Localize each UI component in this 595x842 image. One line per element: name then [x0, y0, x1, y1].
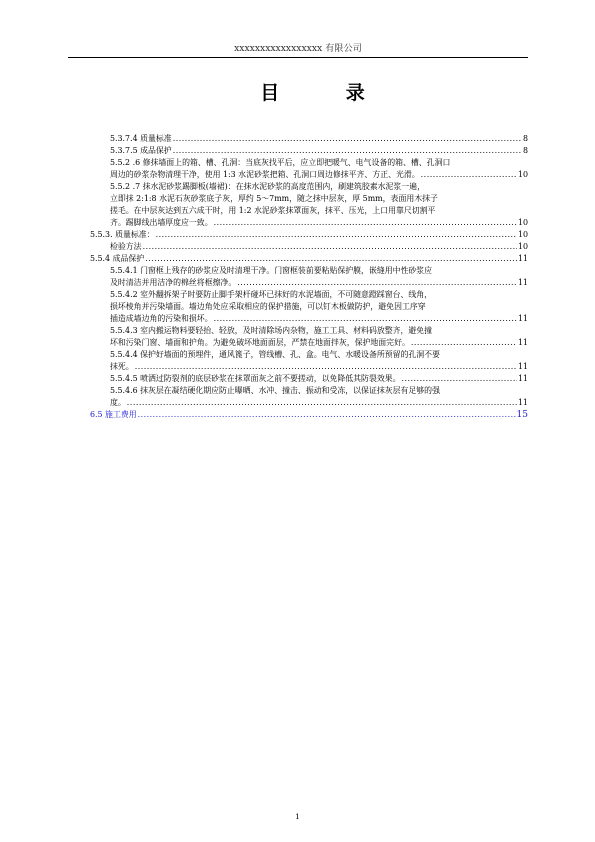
toc-entry[interactable] — [90, 241, 528, 253]
toc-entry-title: 坏和污染门窗、墙面和护角。为避免破坏地面面层，严禁在地面拌灰，保护地面完好。 — [110, 338, 410, 347]
toc-page-number: 10 — [517, 170, 528, 179]
toc-page-number: 8 — [522, 146, 528, 155]
toc-leader-dots — [135, 361, 517, 373]
toc-page-number: 10 — [517, 230, 528, 239]
toc-entry[interactable] — [90, 229, 528, 241]
toc-entry[interactable] — [90, 349, 528, 373]
toc-leader-dots — [173, 133, 522, 145]
toc-entry-title: 5.3.7.5 成品保护 — [110, 146, 172, 155]
toc-entry-line: 5.5.4.1 门窗框上残存的砂浆应及时清理干净。门窗框装前要粘贴保护膜，嵌缝用中性砂浆应 — [110, 266, 433, 275]
toc-entry[interactable] — [90, 133, 528, 145]
toc-page-number: 10 — [517, 218, 528, 227]
toc-entry[interactable] — [90, 181, 528, 229]
toc-entry[interactable] — [90, 253, 528, 265]
toc-leader-dots — [127, 397, 517, 409]
toc-entry[interactable] — [90, 265, 528, 289]
toc-leader-dots — [402, 373, 517, 385]
toc-page-number: 11 — [517, 362, 528, 371]
toc-entry-line: 5.5.2 .6 修抹墙面上的箱、槽、孔洞：当底灰找平后，应立即把暖气、电气设备的箱、槽、孔洞口 — [110, 158, 451, 167]
toc-entry-title: 周边的砂浆杂物清理干净，使用 1:3 水泥砂浆把箱、孔洞口周边修抹平齐、方正、光滑。 — [110, 170, 420, 179]
toc-entry-line: 5.5.4.4 保护好墙面的预埋件，通风篦子，管线槽、孔、盒。电气、水暖设备所预留的孔洞不要 — [110, 350, 440, 359]
toc-entry[interactable] — [90, 289, 528, 325]
toc-leader-dots — [411, 337, 517, 349]
toc-entry-title: 5.5.3. 质量标准： — [90, 230, 155, 239]
toc-entry[interactable] — [90, 157, 528, 181]
toc-page-number: 15 — [516, 410, 528, 420]
toc-leader-dots — [156, 229, 517, 241]
toc-entry[interactable] — [90, 409, 528, 421]
toc-entry-title: 齐。踢脚线出墙厚度应一致。 — [110, 218, 213, 227]
page-header: xxxxxxxxxxxxxxxxx 有限公司 — [234, 43, 362, 54]
toc-entry-title: 度。 — [110, 398, 126, 407]
toc-entry-line: 立即抹 2:1:8 水泥石灰砂浆底子灰，厚约 5～7mm，随之抹中层灰，厚 5mm，表面用木抹子 — [110, 194, 438, 203]
toc-entry-title: 检验方法 — [110, 242, 142, 251]
toc-page-number: 11 — [517, 254, 528, 263]
toc-leader-dots — [138, 409, 516, 421]
toc-entry-line: 5.5.2 .7 抹水泥砂浆踢脚板(墙裙)：在抹水泥砂浆的高度范围内，刷建筑胶素水泥浆一遍， — [110, 182, 425, 191]
toc-page-number: 10 — [517, 242, 528, 251]
toc-entry-title: 5.5.4 成品保护 — [90, 254, 145, 263]
toc-page-number: 11 — [517, 314, 528, 323]
toc-entry[interactable] — [90, 325, 528, 349]
toc-page-number: 11 — [517, 374, 528, 383]
toc-entry-line: 5.5.4.2 室外翻拆架子时要防止脚手架杆碰坏已抹好的水泥墙面，不可随意蹬踩窗台、线角， — [110, 290, 433, 299]
toc-entry-line: 损坏棱角并污染墙面。墙边角处应采取相应的保护措施，可以钉木板做防护，避免因工序穿 — [110, 302, 426, 311]
toc-entry-title: 插造成墙边角的污染和损坏。 — [110, 314, 213, 323]
toc-leader-dots — [421, 169, 517, 181]
toc-entry-title: 6.5 施工费用 — [90, 410, 137, 419]
toc-leader-dots — [237, 277, 517, 289]
toc-entry-title: 及时清洁并用洁净的棉丝将框擦净。 — [110, 278, 237, 287]
toc-leader-dots — [214, 313, 517, 325]
toc-entry-title: 5.3.7.4 质量标准 — [110, 134, 172, 143]
toc-page-number: 11 — [517, 338, 528, 347]
toc-entry[interactable] — [90, 145, 528, 157]
toc-leader-dots — [143, 241, 517, 253]
toc-page-number: 11 — [517, 398, 528, 407]
header-divider — [68, 57, 528, 58]
toc-entry[interactable] — [90, 385, 528, 409]
table-of-contents — [90, 133, 528, 421]
toc-entry-line: 5.5.4.3 室内搬运物料要轻抬、轻放，及时清除场内杂物，施工工具、材料码放整齐，避免撞 — [110, 326, 433, 335]
toc-page-number: 8 — [522, 134, 528, 143]
toc-entry-title: 抹死。 — [110, 362, 134, 371]
toc-page-number: 11 — [517, 278, 528, 287]
toc-entry[interactable] — [90, 373, 528, 385]
toc-leader-dots — [173, 145, 522, 157]
toc-entry-line: 5.5.4.6 抹灰层在凝结硬化期应防止曝晒、水冲、撞击、振动和受冻，以保证抹灰层有足够的强 — [110, 386, 440, 395]
toc-entry-line: 搓毛。在中层灰达到五六成干时，用 1:2 水泥砂浆抹罩面灰，抹平、压光，上口用靠尺切割平 — [110, 206, 436, 215]
toc-leader-dots — [214, 217, 517, 229]
toc-entry-title: 5.5.4.5 喷洒过防裂剂的底层砂浆在抹罩面灰之前不要搓动，以免降低其防裂效果。 — [110, 374, 401, 383]
toc-leader-dots — [145, 253, 517, 265]
page-number: 1 — [295, 812, 300, 821]
page-title: 目 录 — [260, 82, 395, 104]
